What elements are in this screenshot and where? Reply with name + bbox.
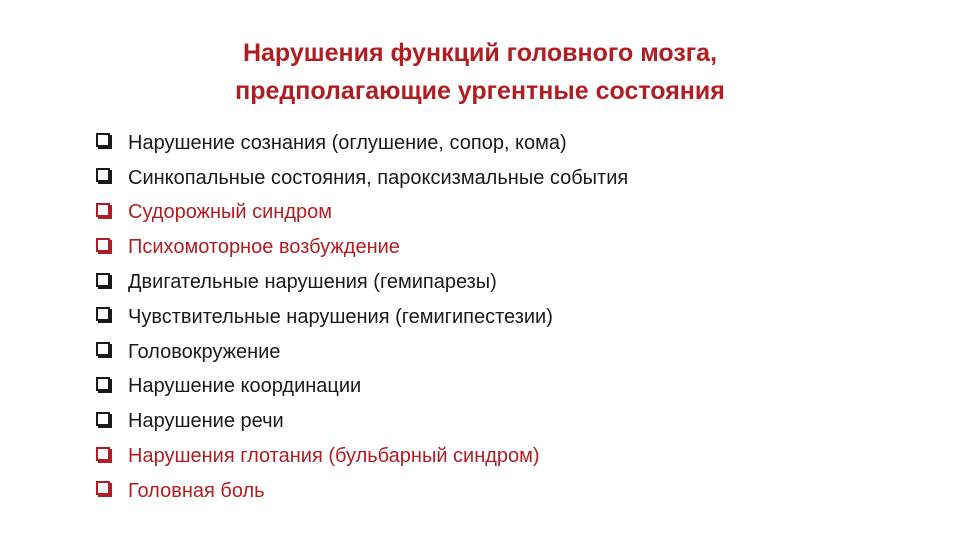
title-line-2: предполагающие ургентные состояния [235,77,725,105]
list-item [96,126,628,161]
list-item-label: Головокружение [128,340,281,363]
list-item [96,265,628,300]
list-item-label: Нарушения глотания (бульбарный синдром) [128,445,540,468]
checkbox-bullet-icon [96,133,110,147]
list-item-label: Психомоторное возбуждение [128,236,400,259]
list-item-label: Головная боль [128,479,265,502]
list-item [96,439,628,474]
title-line-1: Нарушения функций головного мозга, [242,39,718,67]
list-item [96,161,628,196]
list-item-label: Нарушение координации [128,375,362,398]
list-item [96,300,628,335]
checkbox-bullet-icon [96,342,110,356]
list-item-label: Чувствительные нарушения (гемигипестезии) [128,305,553,328]
list-item [96,196,628,231]
slide-title [0,34,960,110]
list-item-label: Нарушение речи [128,410,284,433]
list-item-label: Синкопальные состояния, пароксизмальные события [128,166,629,189]
checkbox-bullet-icon [96,377,110,391]
list-item-label: Двигательные нарушения (гемипарезы) [128,271,497,294]
checkbox-bullet-icon [96,481,110,495]
list-item-label: Нарушение сознания (оглушение, сопор, кома) [128,131,567,154]
list-item [96,404,628,439]
symptom-list [96,126,628,509]
list-item [96,230,628,265]
checkbox-bullet-icon [96,447,110,461]
checkbox-bullet-icon [96,203,110,217]
checkbox-bullet-icon [96,273,110,287]
list-item [96,474,628,509]
checkbox-bullet-icon [96,412,110,426]
checkbox-bullet-icon [96,168,110,182]
checkbox-bullet-icon [96,238,110,252]
list-item [96,335,628,370]
checkbox-bullet-icon [96,307,110,321]
list-item [96,370,628,405]
list-item-label: Судорожный синдром [128,201,333,224]
